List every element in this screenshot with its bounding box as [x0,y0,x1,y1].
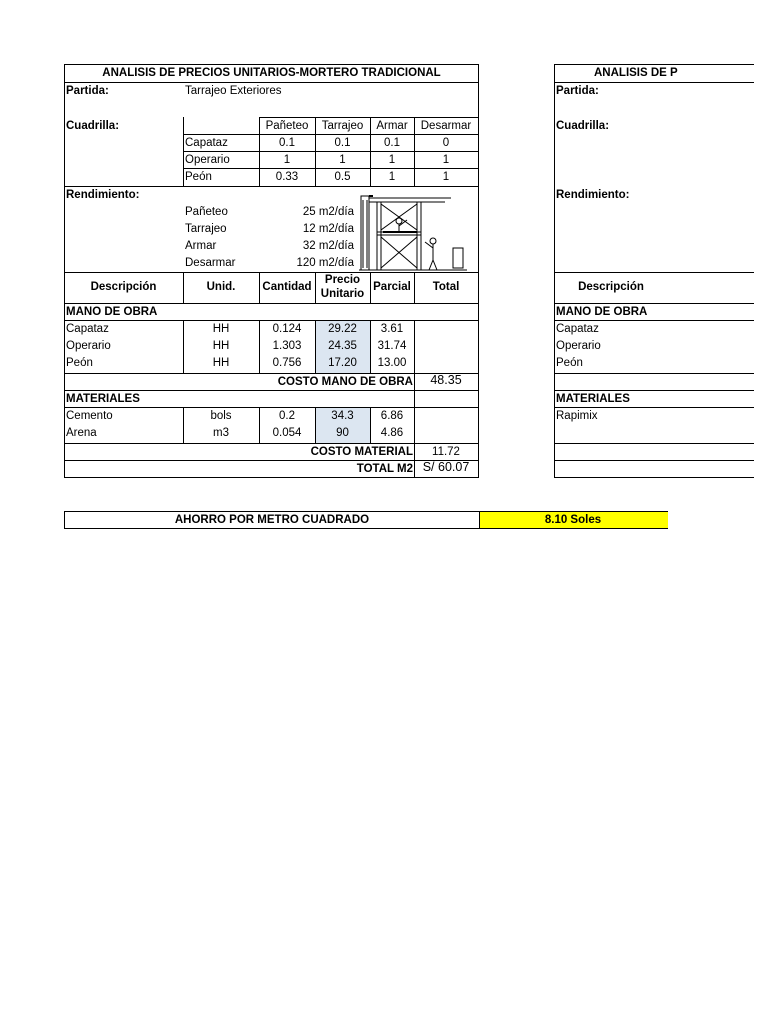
table-row-parcial: 31.74 [377,340,407,352]
crew-header: Pañeteo [265,120,309,132]
table-row-desc: Peón [66,357,93,369]
table-row-desc: Capataz [556,323,599,335]
section-materiales: MATERIALES [556,393,630,405]
table-row-unid: HH [212,340,230,352]
table-row-precio: 17.20 [328,357,357,369]
rendimiento-value: 32 m2/día [302,240,354,252]
table-row-parcial: 3.61 [380,323,404,335]
section-mano-obra: MANO DE OBRA [556,306,648,318]
table-row-desc: Peón [556,357,583,369]
table-row-parcial: 13.00 [377,357,407,369]
costo-mano-obra-value: 48.35 [430,373,462,387]
crew-role: Peón [185,171,212,183]
crew-value: 0.33 [275,171,299,183]
costo-material-value: 11.72 [432,446,460,458]
table-row-cant: 0.124 [272,323,302,335]
crew-value: 1 [339,154,346,166]
table-row-unid: HH [212,357,230,369]
rendimiento-task: Desarmar [185,257,236,269]
rendimiento-value: 12 m2/día [302,223,354,235]
crew-header: Desarmar [420,120,472,132]
costo-mano-obra-label: COSTO MANO DE OBRA [277,376,413,388]
table-row-cant: 1.303 [272,340,302,352]
section-materiales: MATERIALES [66,393,140,405]
ahorro-label: AHORRO POR METRO CUADRADO [174,514,370,526]
crew-value: 0.1 [279,137,295,149]
rendimiento-value: 120 m2/día [296,257,354,269]
table-row-precio: 24.35 [328,340,357,352]
partida-label: Partida: [556,85,599,97]
table-row-desc: Capataz [66,323,109,335]
rendimiento-label: Rendimiento: [66,189,140,201]
crew-value: 1 [283,154,291,166]
col-header-precio: Precio [324,274,361,286]
rendimiento-value: 25 m2/día [302,206,354,218]
table-row-precio: 34.3 [331,410,354,422]
col-header-parcial: Parcial [373,281,411,293]
crew-header: Tarrajeo [321,120,364,132]
table-row-precio: 29.22 [328,323,357,335]
table-row-desc: Arena [66,427,97,439]
crew-value: 0 [442,137,450,149]
apu-table-rapimix [554,64,678,484]
col-header-descripcion: Descripción [90,281,157,293]
table-title: ANALISIS DE P [594,67,678,79]
table-row-cant: 0.054 [272,427,302,439]
crew-value: 1 [442,171,450,183]
total-m2-label: TOTAL M2 [356,463,413,475]
table-row-desc: Operario [556,340,601,352]
crew-role: Operario [185,154,230,166]
table-row-desc: Rapimix [556,410,598,422]
rendimiento-task: Tarrajeo [185,223,227,235]
table-row-unid: bols [210,410,232,422]
crew-value: 1 [388,171,396,183]
total-m2-value: S/ 60.07 [422,460,470,474]
col-header-descripcion: Descripción [578,281,644,293]
table-row-unid: HH [212,323,230,335]
table-title: ANALISIS DE PRECIOS UNITARIOS-MORTERO TRADICIONAL [102,67,441,79]
cuadrilla-label: Cuadrilla: [66,120,120,132]
col-header-total: Total [432,281,460,293]
table-row-precio: 90 [336,427,349,439]
table-row-parcial: 6.86 [380,410,404,422]
col-header-cantidad: Cantidad [262,281,312,293]
crew-value: 1 [388,154,396,166]
crew-value: 0.1 [384,137,400,149]
scaffold-workers-illustration [359,192,467,272]
table-row-desc: Cemento [66,410,113,422]
partida-label: Partida: [66,85,109,97]
col-header-unid: Unid. [206,281,236,293]
table-row-desc: Operario [66,340,111,352]
rendimiento-task: Armar [185,240,217,252]
table-row-cant: 0.756 [272,357,302,369]
col-header-unitario: Unitario [320,288,365,300]
table-row-unid: m3 [213,427,229,439]
crew-value: 0.1 [334,137,351,149]
crew-header: Armar [376,120,408,132]
crew-role: Capataz [185,137,228,149]
table-row-cant: 0.2 [279,410,295,422]
costo-material-label: COSTO MATERIAL [310,446,413,458]
crew-value: 1 [442,154,450,166]
rendimiento-task: Pañeteo [185,206,228,218]
ahorro-row [64,511,668,529]
cuadrilla-label: Cuadrilla: [556,120,610,132]
table-row-parcial: 4.86 [380,427,404,439]
ahorro-value: 8.10 Soles [544,514,602,526]
rendimiento-label: Rendimiento: [556,189,630,201]
partida-value: Tarrajeo Exteriores [185,85,282,97]
crew-value: 0.5 [334,171,351,183]
section-mano-obra: MANO DE OBRA [66,306,158,318]
